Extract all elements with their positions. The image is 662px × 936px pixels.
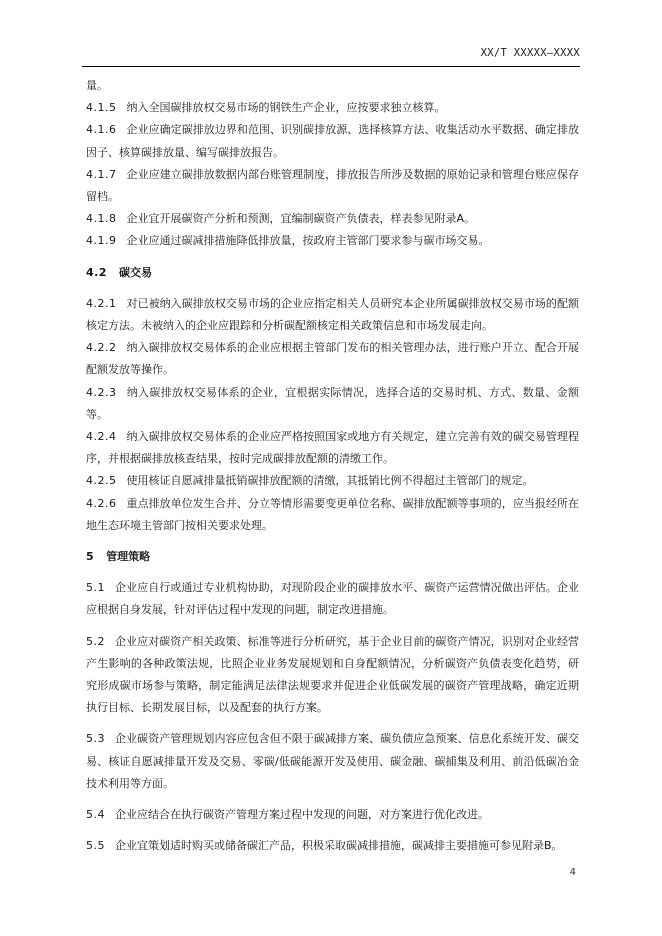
clause-number: 4.1.6 — [86, 123, 117, 137]
clause-text: 重点排放单位发生合并、分立等情形需要变更单位名称、碳排放配额等事项的，应当报经所在地生态环境主管部门按相关要求处理。 — [86, 496, 579, 532]
clause-text: 使用核证自愿减排量抵销碳排放配额的清缴，其抵销比例不得超过主管部门的规定。 — [126, 474, 534, 488]
document-body — [86, 75, 579, 858]
clause-number: 5.3 — [86, 732, 105, 746]
clause-5-5 — [86, 835, 579, 857]
clause-number: 4.1.9 — [86, 234, 117, 248]
clause-4-2-2 — [86, 337, 579, 381]
clause-5-3 — [86, 728, 579, 795]
footer-band — [0, 918, 662, 936]
clause-4-2-1 — [86, 293, 579, 337]
clause-4-1-6 — [86, 119, 579, 163]
section-number: 5 — [86, 550, 95, 564]
header-rule — [82, 66, 580, 67]
clause-4-2-6 — [86, 493, 579, 537]
clause-5-1 — [86, 577, 579, 621]
clause-number: 5.1 — [86, 581, 105, 595]
clause-text: 企业应结合在执行碳资产管理方案过程中发现的问题，对方案进行优化改进。 — [115, 808, 489, 822]
clause-text: 企业应建立碳排放数据内部台账管理制度，排放报告所涉及数据的原始记录和管理台账应保存留档。 — [86, 167, 579, 204]
section-title: 管理策略 — [106, 550, 151, 564]
section-heading-4-2 — [86, 262, 579, 284]
clause-text: 企业宜策划适时购买或储备碳汇产品，积极采取碳减排措施，碳减排主要措施可参见附录B。 — [115, 839, 563, 853]
clause-number: 4.2.4 — [86, 430, 117, 444]
clause-4-1-8 — [86, 208, 579, 230]
header-code: XX/T XXXXX—XXXX — [480, 47, 580, 59]
clause-4-2-5 — [86, 470, 579, 492]
clause-number: 5.4 — [86, 808, 105, 822]
clause-number: 4.2.2 — [86, 341, 117, 355]
clause-text: 纳入碳排放权交易体系的企业应根据主管部门发布的相关管理办法，进行账户开立、配合开展配额发放等操作。 — [86, 341, 579, 377]
clause-4-1-9 — [86, 230, 579, 252]
clause-text: 纳入全国碳排放权交易市场的钢铁生产企业，应按要求独立核算。 — [126, 101, 446, 115]
section-title: 碳交易 — [119, 265, 152, 279]
clause-text: 纳入碳排放权交易体系的企业应严格按照国家或地方有关规定，建立完善有效的碳交易管理程序，并根据碳排放核查结果，按时完成碳排放配额的清缴工作。 — [86, 430, 579, 466]
section-number: 4.2 — [86, 265, 107, 279]
clause-5-2 — [86, 631, 579, 720]
clause-number: 4.1.8 — [86, 212, 117, 226]
clause-number: 4.1.5 — [86, 101, 117, 115]
clause-number: 4.2.5 — [86, 474, 117, 488]
clause-number: 5.5 — [86, 839, 105, 853]
clause-4-2-3 — [86, 382, 579, 426]
continued-fragment: 量。 — [86, 79, 108, 92]
clause-number: 4.2.6 — [86, 496, 117, 510]
clause-text: 企业应确定碳排放边界和范围、识别碳排放源、选择核算方法、收集活动水平数据、确定排放因子、核算碳排放量、编写碳排放报告。 — [86, 123, 579, 159]
clause-4-1-7 — [86, 164, 579, 208]
clause-text: 企业应通过碳减排措施降低排放量，按政府主管部门要求参与碳市场交易。 — [126, 234, 490, 248]
clause-text: 企业碳资产管理规划内容应包含但不限于碳减排方案、碳负债应急预案、信息化系统开发、碳交易、核证自愿减排量开发及交易、零碳/低碳能源开发及使用、碳金融、碳捕集及利用、前沿低碳冶金技术利用等方面。 — [86, 732, 579, 790]
clause-number: 4.2.3 — [86, 385, 117, 399]
clause-text: 企业应自行或通过专业机构协助，对现阶段企业的碳排放水平、碳资产运营情况做出评估。企业应根据自身发展，针对评估过程中发现的问题，制定改进措施。 — [86, 581, 579, 617]
clause-number: 5.2 — [86, 634, 105, 648]
page-number: 4 — [569, 867, 576, 878]
clause-4-1-5 — [86, 97, 579, 119]
clause-number: 4.2.1 — [86, 296, 117, 310]
clause-number: 4.1.7 — [86, 167, 117, 181]
clause-5-4 — [86, 804, 579, 826]
clause-text: 企业应对碳资产相关政策、标准等进行分析研究，基于企业目前的碳资产情况，识别对企业经营产生影响的各种政策法规，比照企业业务发展规划和自身配额情况，分析碳资产负债表变化趋势，研究形成碳市场参与策略，制定能满足法律法规要求并促进企业低碳发展的碳资产管理战略，确定近期执行目标、长期发展目标，以及配套的执行方案。 — [86, 634, 579, 715]
clause-text: 对已被纳入碳排放权交易市场的企业应指定相关人员研究本企业所属碳排放权交易市场的配额核定方法。未被纳入的企业应跟踪和分析碳配额核定相关政策信息和市场发展走向。 — [86, 296, 579, 333]
clause-4-2-4 — [86, 426, 579, 470]
clause-text: 企业宜开展碳资产分析和预测，宜编制碳资产负债表，样表参见附录A。 — [126, 212, 476, 226]
section-heading-5 — [86, 546, 579, 568]
clause-text: 纳入碳排放权交易体系的企业，宜根据实际情况，选择合适的交易时机、方式、数量、金额等。 — [86, 385, 579, 421]
